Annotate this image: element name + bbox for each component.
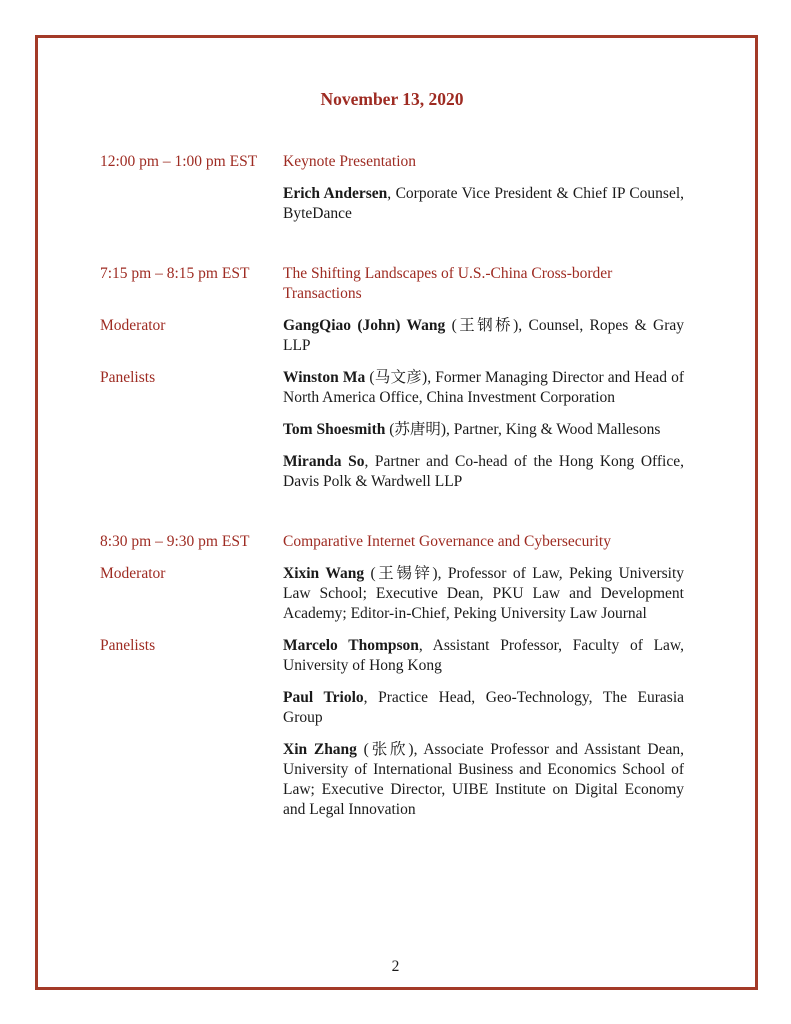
schedule-row bbox=[100, 184, 684, 224]
speaker-role: (张欣), Associate Professor and Assistant Dean, University of International Business and Economics School of Law; Executive Director, UIBE Institute on Digital Economy and Legal Innovation bbox=[283, 741, 684, 818]
schedule-row bbox=[100, 564, 684, 624]
schedule-row bbox=[100, 452, 684, 492]
session-cross-border bbox=[100, 264, 684, 492]
schedule-content bbox=[100, 86, 684, 832]
speaker-role: , Assistant Professor, Faculty of Law, University of Hong Kong bbox=[283, 637, 684, 674]
schedule-row bbox=[100, 264, 684, 304]
schedule-row bbox=[100, 316, 684, 356]
page-number: 2 bbox=[391, 958, 400, 975]
session-time: 8:30 pm – 9:30 pm EST bbox=[100, 533, 250, 550]
speaker-name: Xixin Wang bbox=[283, 565, 365, 582]
session-time: 7:15 pm – 8:15 pm EST bbox=[100, 265, 250, 282]
session-title: Keynote Presentation bbox=[283, 153, 417, 170]
session-time: 12:00 pm – 1:00 pm EST bbox=[100, 153, 258, 170]
speaker-role: (马文彦), Former Managing Director and Head of North America Office, China Investment Corporation bbox=[283, 369, 685, 406]
speaker-paragraph bbox=[283, 420, 684, 440]
speaker-paragraph bbox=[283, 368, 684, 408]
entry-label-panelists: Panelists bbox=[100, 369, 156, 386]
speaker-role: , Partner and Co-head of the Hong Kong Office, Davis Polk & Wardwell LLP bbox=[283, 453, 684, 490]
page-title: November 13, 2020 bbox=[320, 89, 464, 109]
speaker-name: Xin Zhang bbox=[283, 741, 357, 758]
schedule-row bbox=[100, 420, 684, 440]
speaker-paragraph bbox=[283, 688, 684, 728]
entry-label-moderator: Moderator bbox=[100, 317, 166, 334]
speaker-paragraph bbox=[283, 452, 684, 492]
schedule-row bbox=[100, 152, 684, 172]
session-title: The Shifting Landscapes of U.S.-China Cross-border Transactions bbox=[283, 265, 613, 302]
speaker-name: GangQiao (John) Wang bbox=[283, 317, 446, 334]
schedule-row bbox=[100, 368, 684, 408]
speaker-paragraph bbox=[283, 316, 684, 356]
schedule-row bbox=[100, 740, 684, 820]
speaker-paragraph bbox=[283, 636, 684, 676]
speaker-role: , Practice Head, Geo-Technology, The Eurasia Group bbox=[283, 689, 685, 726]
speaker-role: (苏唐明), Partner, King & Wood Mallesons bbox=[385, 421, 661, 438]
session-title: Comparative Internet Governance and Cybersecurity bbox=[283, 533, 611, 550]
speaker-name: Winston Ma bbox=[283, 369, 366, 386]
entry-label-panelists: Panelists bbox=[100, 637, 156, 654]
speaker-name: Marcelo Thompson bbox=[283, 637, 419, 654]
session-keynote bbox=[100, 152, 684, 224]
schedule-row bbox=[100, 688, 684, 728]
session-internet-governance bbox=[100, 532, 684, 820]
schedule-row bbox=[100, 636, 684, 676]
speaker-name: Miranda So bbox=[283, 453, 365, 470]
speaker-role: (王锡锌), Professor of Law, Peking University Law School; Executive Dean, PKU Law and Development Academy; Editor-in-Chief, Peking University Law Journal bbox=[283, 565, 685, 622]
speaker-name: Tom Shoesmith bbox=[283, 421, 386, 438]
speaker-role: (王钢桥), Counsel, Ropes & Gray LLP bbox=[283, 317, 685, 354]
entry-label-moderator: Moderator bbox=[100, 565, 166, 582]
speaker-paragraph bbox=[283, 184, 684, 224]
speaker-name: Paul Triolo bbox=[283, 689, 364, 706]
speaker-name: Erich Andersen bbox=[283, 185, 388, 202]
speaker-role: , Corporate Vice President & Chief IP Counsel, ByteDance bbox=[283, 185, 684, 222]
speaker-paragraph bbox=[283, 564, 684, 624]
schedule-row bbox=[100, 532, 684, 552]
speaker-paragraph bbox=[283, 740, 684, 820]
